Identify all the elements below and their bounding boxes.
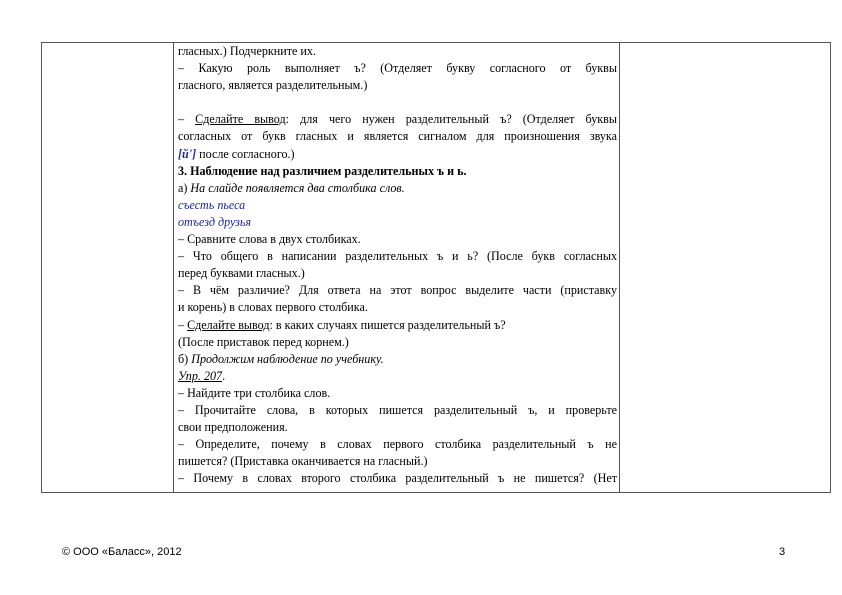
- text-line: б) Продолжим наблюдение по учебнику.: [178, 351, 384, 366]
- text-line: – Какую роль выполняет ъ? (Отделяет букву согласного от буквы: [178, 61, 617, 76]
- section-heading: 3. Наблюдение над различием разделительных ъ и ь.: [178, 163, 467, 178]
- text-line: [й'] после согласного.): [178, 146, 295, 161]
- text-line: – Что общего в написании разделительных ъ и ь? (После букв согласных: [178, 249, 617, 264]
- text-line: – В чём различие? Для ответа на этот вопрос выделите части (приставку: [178, 283, 617, 298]
- text-line: гласных.) Подчеркните их.: [178, 44, 316, 58]
- word-column-row: съесть пьеса: [178, 197, 246, 212]
- text-line: – Прочитайте слова, в которых пишется разделительный ъ, и проверьте: [178, 402, 617, 417]
- lesson-content-cell: [178, 43, 617, 492]
- copyright-footer: © ООО «Баласс», 2012: [62, 546, 182, 558]
- text-line: перед буквами гласных.): [178, 266, 305, 281]
- text-line: – Почему в словах второго столбика разделительный ъ не пишется? (Нет: [178, 471, 617, 486]
- word-column-row: отъезд друзья: [178, 214, 252, 229]
- text-line: пишется? (Приставка оканчивается на гласный.): [178, 454, 428, 469]
- text-line: гласного, является разделительным.): [178, 78, 368, 93]
- text-line: и корень) в словах первого столбика.: [178, 300, 368, 315]
- text-line: – Сделайте вывод: для чего нужен разделительный ъ? (Отделяет буквы: [178, 112, 617, 127]
- column-divider-right: [619, 43, 620, 492]
- text-line: – Найдите три столбика слов.: [178, 385, 331, 400]
- exercise-reference: Упр. 207.: [178, 368, 226, 383]
- text-line: согласных от букв гласных и является сигналом для произношения звука: [178, 129, 617, 144]
- text-line: а) На слайде появляется два столбика слов.: [178, 180, 405, 195]
- text-line: свои предположения.: [178, 420, 288, 435]
- text-line: (После приставок перед корнем.): [178, 334, 349, 349]
- page-number: 3: [779, 546, 786, 558]
- blank-line: [178, 94, 617, 111]
- lesson-table: [41, 42, 831, 493]
- column-divider-left: [173, 43, 174, 492]
- text-line: – Определите, почему в словах первого столбика разделительный ъ не: [178, 437, 617, 452]
- text-line: – Сравните слова в двух столбиках.: [178, 232, 361, 247]
- text-line: – Сделайте вывод: в каких случаях пишется разделительный ъ?: [178, 317, 506, 332]
